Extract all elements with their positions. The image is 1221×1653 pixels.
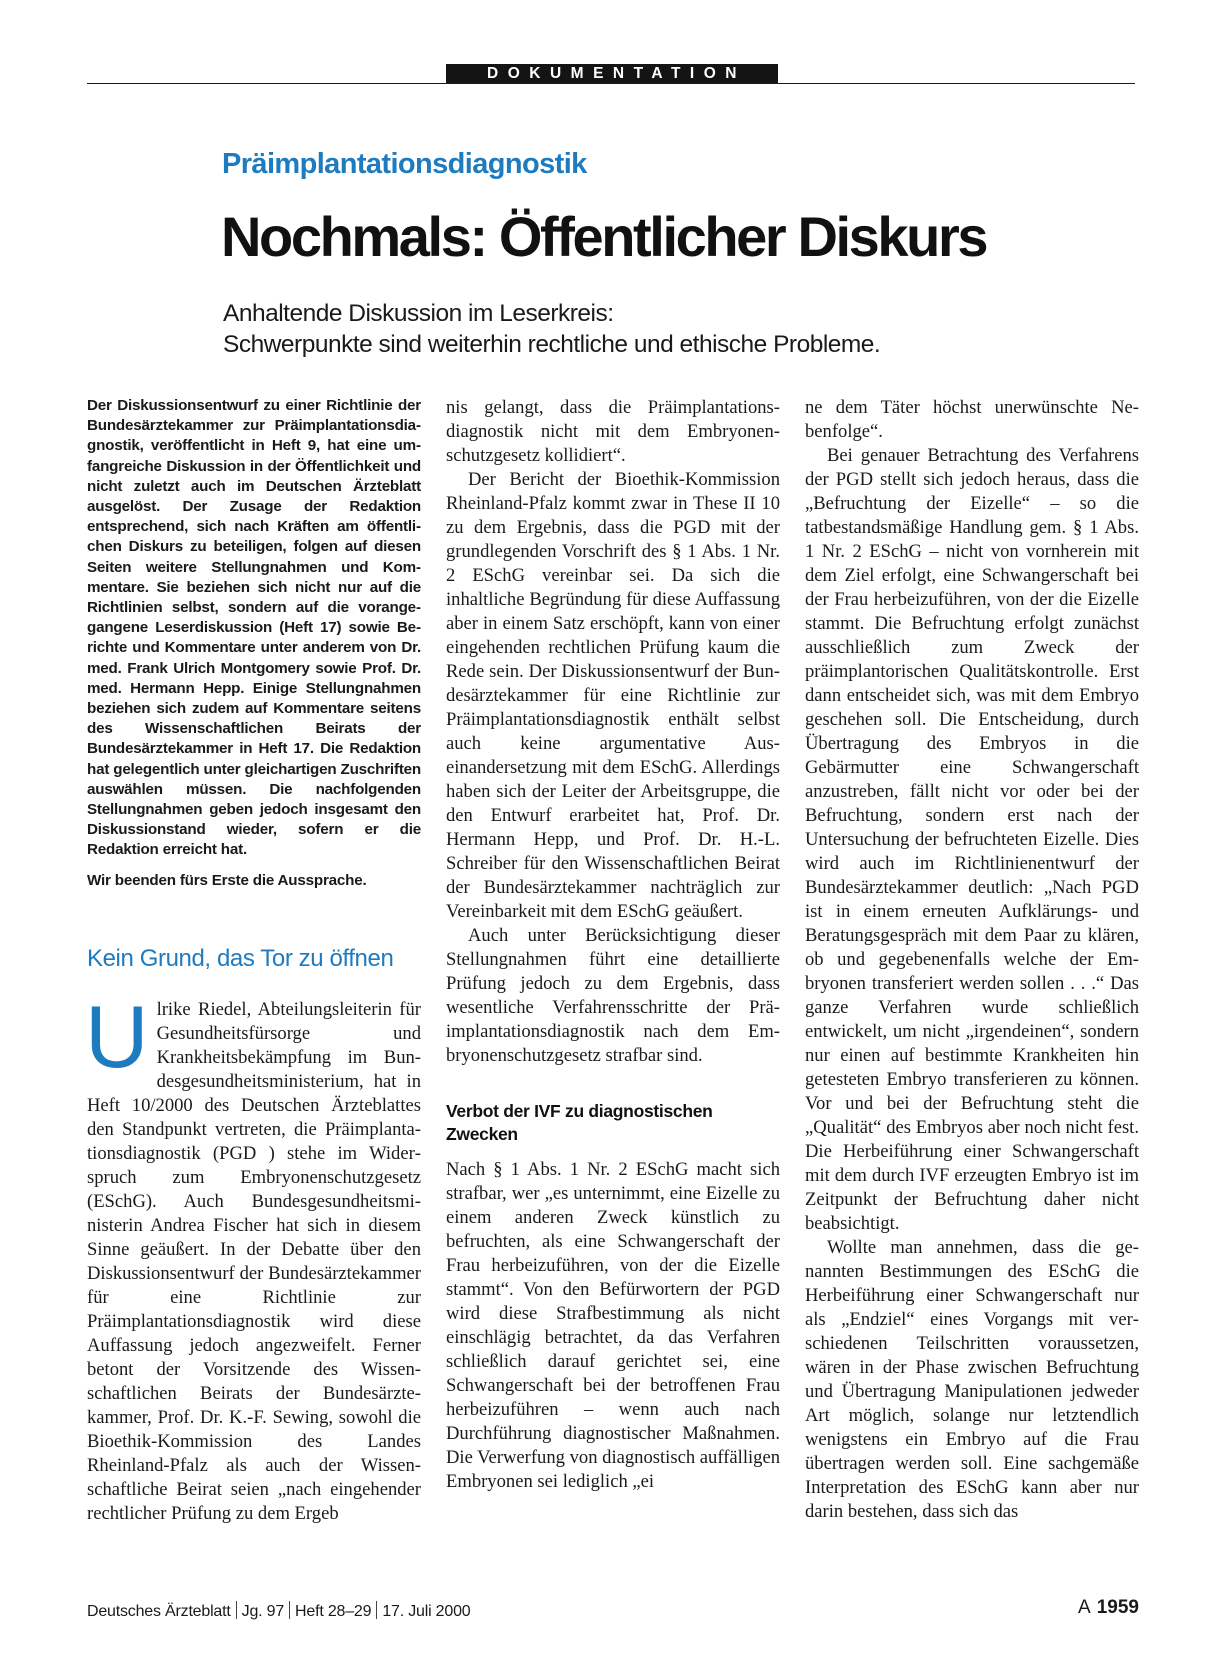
page-number bbox=[1078, 1597, 1139, 1619]
lead-paragraph bbox=[85, 986, 421, 1526]
footer-issue: Heft 28–29 bbox=[295, 1603, 372, 1620]
footer-journal: Deutsches Ärzteblatt bbox=[87, 1603, 231, 1620]
section-heading-1: Kein Grund, das Tor zu öffnen bbox=[87, 944, 394, 972]
column-1 bbox=[87, 396, 421, 1526]
deck-line-1: Anhaltende Diskussion im Leserkreis: bbox=[223, 300, 614, 327]
footer-separator bbox=[376, 1601, 377, 1619]
article-headline: Nochmals: Öffentlicher Diskurs bbox=[221, 205, 987, 268]
article-deck bbox=[223, 298, 1123, 360]
column-2 bbox=[446, 396, 780, 1494]
paragraph: Bei genauer Betrachtung des Verfahrens der PGD stellt sich jedoch heraus, dass die „Befruchtung der Eizelle“ – so die tatbestandsmäßige Handlung gem. § 1 Abs. 1 Nr. 2 ESchG – nicht von vornherein mit dem Ziel erfolgt, eine Schwangerschaft bei der Frau herbeizuführen, von der die Eizelle stammt. Die Befruchtung erfolgt zunächst ausschließlich zum Zweck der präimplantorischen Qualitätskontrolle. Erst dann entscheidet sich, was mit dem Embryo geschehen soll. Die Entscheidung, durch Übertragung des Embryos in die Gebärmutter eine Schwangerschaft anzustreben, fällt nicht vor oder bei der Befruchtung, sondern erst nach der Untersuchung der befruchteten Eizelle. Dies wird auch im Richtlinienentwurf der Bundesärztekammer deutlich: „Nach PGD ist in einem erneuten Aufklärungs- und Beratungsgespräch mit dem Paar zu klären, ob und gegebenenfalls welche der Embryonen transferiert werden sollen . . .“ Das ganze Verfahren wurde schließlich entwickelt, um nicht „irgendeinen“, sondern nur einen auf bestimmte Krankheiten hin getesteten Embryo transferieren zu können. Vor und bei der Befruchtung steht die „Qualität“ des Embryos aber noch nicht fest. Die Herbeiführung einer Schwangerschaft mit dem durch IVF erzeugten Embryo ist im Zeitpunkt der Befruchtung daher nicht beabsichtigt. bbox=[805, 445, 1139, 1234]
footer-separator bbox=[289, 1601, 290, 1619]
deck-line-2: Schwerpunkte sind weiterhin rechtliche und ethische Probleme. bbox=[223, 331, 881, 358]
page-number-value: 1959 bbox=[1096, 1597, 1139, 1618]
page-footer bbox=[87, 1597, 1139, 1627]
paragraph: Nach § 1 Abs. 1 Nr. 2 ESchG macht sich strafbar, wer „es unternimmt, eine Eizelle zu einem anderen Zweck künstlich zu befruchten, als eine Schwangerschaft der Frau herbeizuführen, von der die Eizelle stammt“. Von den Befürwortern der PGD wird diese Strafbestimmung als nicht einschlägig betrachtet, da das Verfahren schließlich darauf gerichtet sei, eine Schwangerschaft bei der betroffenen Frau herbeizuführen – wenn auch nach Durchführung diagnostischer Maßnahmen. Die Verwerfung von diagnostisch auffälligen Embryonen sei lediglich „ei bbox=[446, 1159, 780, 1492]
paragraph: nis gelangt, dass die Präimplantationsdiagnostik nicht mit dem Embryonenschutzgesetz kollidiert“. bbox=[446, 397, 780, 466]
drop-cap: U bbox=[85, 986, 149, 1086]
section-label: DOKUMENTATION bbox=[446, 64, 778, 84]
article-kicker: Präimplantationsdiagnostik bbox=[222, 148, 587, 180]
page-number-prefix: A bbox=[1078, 1597, 1091, 1618]
paragraph: Der Bericht der Bioethik-Kommission Rheinland-Pfalz kommt zwar in These II 10 zu dem Ergebnis, dass die PGD mit der grundlegenden Vorschrift des § 1 Abs. 1 Nr. 2 ESchG vereinbar sei. Da sich die inhaltliche Begründung für diese Auffassung aber in einem Satz erschöpft, kann von einer eingehenden rechtlichen Prüfung kaum die Rede sein. Der Diskussionsentwurf der Bundesärztekammer für eine Richtlinie zur Präimplantationsdiagnostik enthält selbst auch keine argumentative Auseinandersetzung mit dem ESchG. Allerdings haben sich der Leiter der Arbeitsgruppe, die den Entwurf erarbeitet hat, Prof. Dr. Hermann Hepp, und Prof. Dr. H.-L. Schreiber für den Wissenschaftlichen Beirat der Bundesärztekammer nachträglich zur Vereinbarkeit mit dem ESchG geäußert. bbox=[446, 469, 780, 922]
footer-volume: Jg. 97 bbox=[241, 1603, 285, 1620]
header-rule bbox=[87, 83, 1135, 84]
intro-text: Der Diskussionsentwurf zu einer Richtlinie der Bundesärztekammer zur Präimplantationsdiagnostik, veröffentlicht in Heft 9, hat eine umfangreiche Diskussion in der Öffentlichkeit und nicht zuletzt auch im Deutschen Ärzteblatt ausgelöst. Der Zusage der Redaktion entsprechend, sich nach Kräften am öffentlichen Diskurs zu beteiligen, folgen auf diesen Seiten weitere Stellungnahmen und Kommentare. Sie beziehen sich nicht nur auf die Richtlinien selbst, sondern auf die vorangegangene Leserdiskussion (Heft 17) sowie Berichte und Kommentare unter anderem von Dr. med. Frank Ulrich Montgomery sowie Prof. Dr. med. Hermann Hepp. Einige Stellungnahmen beziehen sich zudem auf Kommentare seitens des Wissenschaftlichen Beirats der Bundesärztekammer in Heft 17. Die Redaktion hat gelegentlich unter gleichartigen Zuschriften auswählen müssen. Die nachfolgenden Stellungnahmen geben jedoch insgesamt den Diskussionstand wieder, sofern er die Redaktion erreicht hat. bbox=[87, 397, 421, 859]
paragraph: ne dem Täter höchst unerwünschte Nebenfolge“. bbox=[805, 397, 1139, 442]
paragraph: Wollte man annehmen, dass die genannten Bestimmungen des ESchG die Herbeiführung einer Schwangerschaft nur als „Endziel“ eines Vorgangs mit verschiedenen Teilschritten voraussetzen, wären in der Phase zwischen Befruchtung und Übertragung Manipulationen jedweder Art möglich, solange nur letztendlich wenigstens ein Embryo auf die Frau übertragen werden soll. Eine sachgemäße Interpretation des ESchG kann aber nur darin bestehen, dass sich das bbox=[805, 1237, 1139, 1522]
column-3 bbox=[805, 396, 1139, 1524]
intro-closing: Wir beenden fürs Erste die Aussprache. bbox=[87, 871, 367, 889]
intro-box bbox=[87, 396, 421, 891]
footer-separator bbox=[236, 1601, 237, 1619]
footer-citation bbox=[87, 1601, 470, 1621]
footer-date: 17. Juli 2000 bbox=[382, 1603, 471, 1620]
section-heading-2: Verbot der IVF zu diagnostischen Zwecken bbox=[446, 1101, 713, 1144]
paragraph: Auch unter Berücksichtigung dieser Stellungnahmen führt eine detaillierte Prüfung jedoch zu dem Ergebnis, dass wesentliche Verfahrensschritte der Präimplantationsdiagnostik nach dem Embryonenschutzgesetz strafbar sind. bbox=[446, 925, 780, 1066]
lead-paragraph-text: lrike Riedel, Abteilungsleiterin für Gesundheitsfürsorge und Krankheitsbekämpfung im Bundesgesundheitsministerium, hat in Heft 10/2000 des Deutschen Ärzteblattes den Standpunkt vertreten, die Präimplantationsdiagnostik (PGD ) stehe im Widerspruch zum Embryonenschutzgesetz (ESchG). Auch Bundesgesundheitsministerin Andrea Fischer hat sich in diesem Sinne geäußert. In der Debatte über den Diskussionsentwurf der Bundesärztekammer für eine Richtlinie zur Präimplantationsdiagnostik wird diese Auffassung jedoch angezweifelt. Ferner betont der Vorsitzende des Wissenschaftlichen Beirats der Bundesärztekammer, Prof. Dr. K.-F. Sewing, sowohl die Bioethik-Kommission des Landes Rheinland-Pfalz als auch der Wissenschaftliche Beirat seien „nach eingehender rechtlicher Prüfung zu dem Ergeb bbox=[87, 998, 421, 1524]
